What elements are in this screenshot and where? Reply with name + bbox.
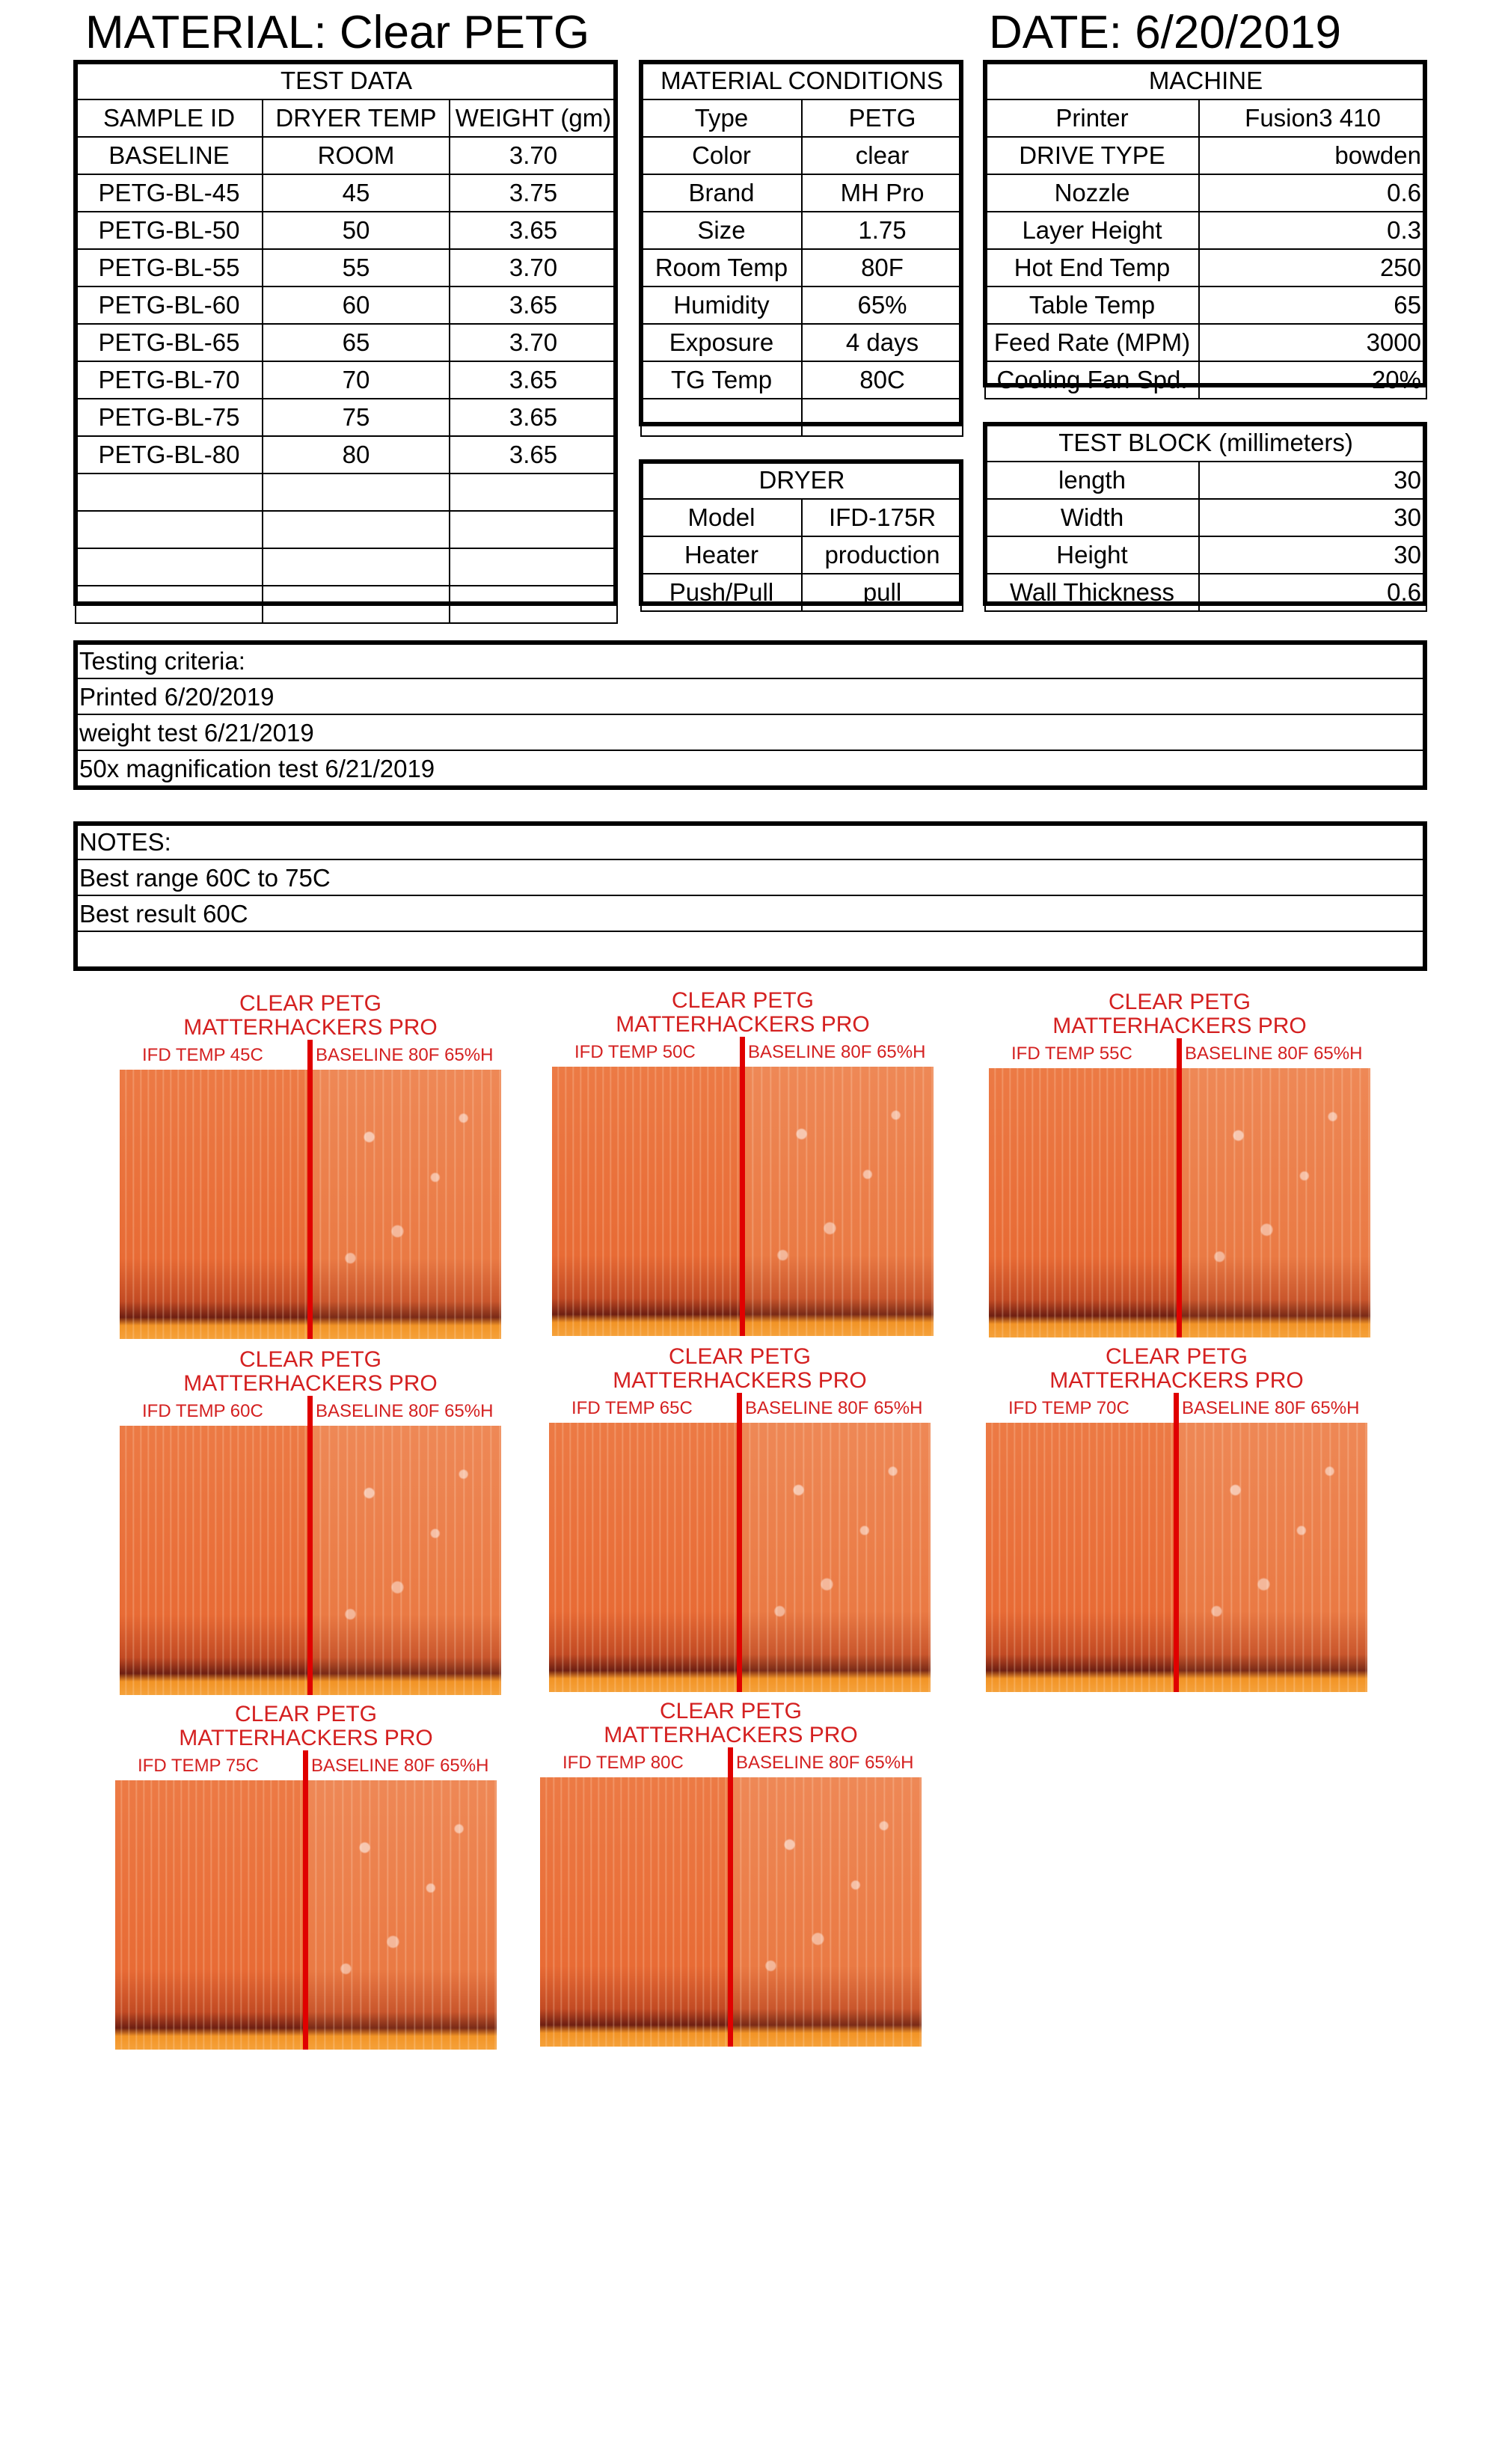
sample-photo-70c <box>986 1340 1367 1692</box>
table-row <box>76 361 617 399</box>
sample-id: PETG-BL-50 <box>76 212 263 249</box>
sample-id: PETG-BL-60 <box>76 286 263 324</box>
note-item: Best result 60C <box>75 896 1426 932</box>
photo-left-label: IFD TEMP 80C <box>562 1753 684 1773</box>
condition-value: PETG <box>802 99 963 137</box>
machine-value: 250 <box>1199 249 1426 286</box>
table-row <box>76 249 617 286</box>
dryer-temp <box>263 586 450 623</box>
dryer-value: IFD-175R <box>802 499 963 536</box>
table-row <box>641 249 963 286</box>
dryer-table <box>640 461 963 612</box>
condition-label: Room Temp <box>641 249 802 286</box>
dried-sample-image <box>989 1068 1177 1337</box>
sample-id: PETG-BL-65 <box>76 324 263 361</box>
material-conditions-title: MATERIAL CONDITIONS <box>641 62 963 99</box>
table-row <box>641 99 963 137</box>
machine-table <box>984 61 1427 399</box>
photo-subtitle: MATTERHACKERS PRO <box>1049 1368 1304 1393</box>
table-row <box>985 212 1426 249</box>
photo-subtitle: MATTERHACKERS PRO <box>604 1723 858 1747</box>
red-divider <box>1177 1038 1182 1337</box>
condition-label: Type <box>641 99 802 137</box>
notes-box <box>75 824 1426 968</box>
photo-title: CLEAR PETG <box>239 991 382 1016</box>
date-title: DATE: 6/20/2019 <box>989 7 1342 58</box>
red-divider <box>740 1037 745 1336</box>
sample-photo-50c <box>552 984 934 1336</box>
dried-sample-image <box>552 1067 741 1336</box>
machine-value: 3000 <box>1199 324 1426 361</box>
red-divider <box>1174 1393 1179 1692</box>
sample-id: PETG-BL-70 <box>76 361 263 399</box>
machine-value: 0.3 <box>1199 212 1426 249</box>
table-row <box>76 436 617 474</box>
dried-sample-image <box>120 1426 308 1695</box>
test-block-table <box>984 423 1427 612</box>
machine-label: Table Temp <box>985 286 1199 324</box>
condition-label: Brand <box>641 174 802 212</box>
machine-label: Hot End Temp <box>985 249 1199 286</box>
weight: 3.65 <box>450 212 617 249</box>
machine-title: MACHINE <box>985 62 1426 99</box>
baseline-sample-image <box>745 1067 934 1336</box>
weight: 3.70 <box>450 137 617 174</box>
photo-subtitle: MATTERHACKERS PRO <box>613 1368 867 1393</box>
dryer-label: Heater <box>641 536 802 574</box>
table-row <box>641 212 963 249</box>
photo-title: CLEAR PETG <box>1108 990 1251 1014</box>
table-row <box>985 99 1426 137</box>
sample-photo-65c <box>549 1340 931 1692</box>
weight: 3.75 <box>450 174 617 212</box>
material-title: MATERIAL: Clear PETG <box>85 7 590 58</box>
machine-label: Feed Rate (MPM) <box>985 324 1199 361</box>
condition-label: TG Temp <box>641 361 802 399</box>
table-row <box>76 324 617 361</box>
photo-title: CLEAR PETG <box>668 1344 812 1369</box>
table-row <box>76 399 617 436</box>
weight <box>450 511 617 548</box>
dryer-temp: ROOM <box>263 137 450 174</box>
photo-right-label: BASELINE 80F 65%H <box>1182 1398 1360 1418</box>
sample-id: PETG-BL-75 <box>76 399 263 436</box>
dried-sample-image <box>540 1777 729 2047</box>
table-row <box>985 499 1426 536</box>
sample-id <box>76 511 263 548</box>
table-row <box>985 174 1426 212</box>
test-data-title: TEST DATA <box>76 62 617 99</box>
table-row <box>985 462 1426 499</box>
sample-photo-75c <box>115 1698 497 2050</box>
table-row <box>76 586 617 623</box>
photo-left-label: IFD TEMP 50C <box>574 1042 696 1062</box>
red-divider <box>737 1393 742 1692</box>
notes-heading: NOTES: <box>75 824 1426 860</box>
dryer-temp: 45 <box>263 174 450 212</box>
photo-right-label: BASELINE 80F 65%H <box>736 1753 914 1773</box>
photo-title: CLEAR PETG <box>1105 1344 1248 1369</box>
dryer-temp: 60 <box>263 286 450 324</box>
photo-title: CLEAR PETG <box>239 1347 382 1372</box>
col-sample-id: SAMPLE ID <box>76 99 263 137</box>
condition-label: Color <box>641 137 802 174</box>
weight <box>450 586 617 623</box>
table-row <box>76 474 617 511</box>
red-divider <box>303 1750 308 2050</box>
weight <box>450 548 617 586</box>
table-row <box>76 137 617 174</box>
table-row <box>641 499 963 536</box>
table-row <box>641 137 963 174</box>
dryer-temp: 75 <box>263 399 450 436</box>
condition-label: Humidity <box>641 286 802 324</box>
dryer-temp: 70 <box>263 361 450 399</box>
red-divider <box>307 1040 313 1339</box>
photo-right-label: BASELINE 80F 65%H <box>316 1045 494 1065</box>
machine-label: Printer <box>985 99 1199 137</box>
sample-photo-55c <box>989 986 1370 1337</box>
condition-value: clear <box>802 137 963 174</box>
machine-label: Cooling Fan Spd. <box>985 361 1199 399</box>
criteria-item: weight test 6/21/2019 <box>75 715 1426 751</box>
sample-photo-80c <box>540 1695 922 2047</box>
sample-id <box>76 548 263 586</box>
table-row <box>985 249 1426 286</box>
sample-id: PETG-BL-80 <box>76 436 263 474</box>
condition-value: 80F <box>802 249 963 286</box>
table-row <box>641 399 963 436</box>
dried-sample-image <box>120 1070 308 1339</box>
sample-photo-45c <box>120 987 501 1339</box>
weight: 3.65 <box>450 399 617 436</box>
criteria-heading: Testing criteria: <box>75 643 1426 679</box>
block-label: length <box>985 462 1199 499</box>
red-divider <box>307 1396 313 1695</box>
block-value: 0.6 <box>1199 574 1426 611</box>
sample-id: PETG-BL-45 <box>76 174 263 212</box>
photo-right-label: BASELINE 80F 65%H <box>748 1042 926 1062</box>
weight: 3.70 <box>450 324 617 361</box>
table-row <box>641 361 963 399</box>
photo-left-label: IFD TEMP 75C <box>138 1756 259 1776</box>
block-label: Height <box>985 536 1199 574</box>
condition-label: Size <box>641 212 802 249</box>
criteria-item: 50x magnification test 6/21/2019 <box>79 755 435 782</box>
photo-left-label: IFD TEMP 60C <box>142 1401 263 1421</box>
baseline-sample-image <box>308 1780 497 2050</box>
condition-value: 80C <box>802 361 963 399</box>
photo-left-label: IFD TEMP 70C <box>1008 1398 1129 1418</box>
baseline-sample-image <box>313 1426 501 1695</box>
table-row <box>985 286 1426 324</box>
table-row <box>76 548 617 586</box>
photo-right-label: BASELINE 80F 65%H <box>316 1401 494 1421</box>
criteria-item: Printed 6/20/2019 <box>75 679 1426 715</box>
sample-id <box>76 474 263 511</box>
photo-left-label: IFD TEMP 65C <box>571 1398 693 1418</box>
baseline-sample-image <box>733 1777 922 2047</box>
dryer-temp: 55 <box>263 249 450 286</box>
condition-value: 4 days <box>802 324 963 361</box>
baseline-sample-image <box>1179 1423 1367 1692</box>
machine-value: 0.6 <box>1199 174 1426 212</box>
machine-value: 20% <box>1199 361 1426 399</box>
machine-value: 65 <box>1199 286 1426 324</box>
table-row <box>985 361 1426 399</box>
baseline-sample-image <box>1182 1068 1370 1337</box>
table-row <box>76 212 617 249</box>
dryer-temp: 50 <box>263 212 450 249</box>
baseline-sample-image <box>742 1423 931 1692</box>
table-row <box>985 137 1426 174</box>
dried-sample-image <box>549 1423 738 1692</box>
machine-label: DRIVE TYPE <box>985 137 1199 174</box>
table-row <box>641 574 963 611</box>
block-value: 30 <box>1199 499 1426 536</box>
photo-right-label: BASELINE 80F 65%H <box>745 1398 923 1418</box>
weight: 3.70 <box>450 249 617 286</box>
block-value: 30 <box>1199 462 1426 499</box>
dryer-temp <box>263 548 450 586</box>
table-row <box>985 574 1426 611</box>
condition-value: 65% <box>802 286 963 324</box>
sample-id: PETG-BL-55 <box>76 249 263 286</box>
condition-value: MH Pro <box>802 174 963 212</box>
condition-value <box>802 399 963 436</box>
dried-sample-image <box>115 1780 304 2050</box>
photo-subtitle: MATTERHACKERS PRO <box>1052 1014 1307 1038</box>
dryer-value: pull <box>802 574 963 611</box>
machine-label: Layer Height <box>985 212 1199 249</box>
photo-right-label: BASELINE 80F 65%H <box>311 1756 489 1776</box>
weight: 3.65 <box>450 286 617 324</box>
dryer-label: Model <box>641 499 802 536</box>
dryer-title: DRYER <box>641 462 963 499</box>
dried-sample-image <box>986 1423 1174 1692</box>
photo-title: CLEAR PETG <box>234 1702 378 1726</box>
dryer-temp <box>263 474 450 511</box>
baseline-sample-image <box>313 1070 501 1339</box>
photo-subtitle: MATTERHACKERS PRO <box>183 1371 438 1396</box>
weight: 3.65 <box>450 436 617 474</box>
weight: 3.65 <box>450 361 617 399</box>
table-row <box>985 536 1426 574</box>
block-value: 30 <box>1199 536 1426 574</box>
table-row <box>641 174 963 212</box>
machine-value: bowden <box>1199 137 1426 174</box>
photo-left-label: IFD TEMP 45C <box>142 1045 263 1065</box>
test-data-table <box>75 61 618 624</box>
red-divider <box>728 1747 733 2047</box>
sample-id <box>76 586 263 623</box>
machine-label: Nozzle <box>985 174 1199 212</box>
sample-photo-60c <box>120 1343 501 1695</box>
table-row <box>641 324 963 361</box>
photo-title: CLEAR PETG <box>671 988 815 1013</box>
table-row <box>76 174 617 212</box>
table-row <box>76 286 617 324</box>
photo-subtitle: MATTERHACKERS PRO <box>179 1726 433 1750</box>
testing-criteria-box <box>75 643 1426 787</box>
note-item: Best range 60C to 75C <box>75 860 1426 896</box>
block-label: Wall Thickness <box>985 574 1199 611</box>
photo-subtitle: MATTERHACKERS PRO <box>183 1015 438 1040</box>
table-row <box>985 324 1426 361</box>
dryer-value: production <box>802 536 963 574</box>
sample-id: BASELINE <box>76 137 263 174</box>
material-conditions-table <box>640 61 963 437</box>
note-item <box>75 932 1426 968</box>
col-dryer-temp: DRYER TEMP <box>263 99 450 137</box>
table-row <box>76 511 617 548</box>
photo-right-label: BASELINE 80F 65%H <box>1185 1043 1363 1064</box>
col-weight: WEIGHT (gm) <box>450 99 617 137</box>
table-row <box>641 286 963 324</box>
dryer-label: Push/Pull <box>641 574 802 611</box>
condition-label <box>641 399 802 436</box>
weight <box>450 474 617 511</box>
block-label: Width <box>985 499 1199 536</box>
photo-left-label: IFD TEMP 55C <box>1011 1043 1132 1064</box>
machine-value: Fusion3 410 <box>1199 99 1426 137</box>
dryer-temp: 80 <box>263 436 450 474</box>
table-row <box>641 536 963 574</box>
dryer-temp <box>263 511 450 548</box>
condition-value: 1.75 <box>802 212 963 249</box>
photo-subtitle: MATTERHACKERS PRO <box>616 1012 870 1037</box>
dryer-temp: 65 <box>263 324 450 361</box>
condition-label: Exposure <box>641 324 802 361</box>
photo-title: CLEAR PETG <box>659 1699 803 1723</box>
test-block-title: TEST BLOCK (millimeters) <box>985 424 1426 462</box>
